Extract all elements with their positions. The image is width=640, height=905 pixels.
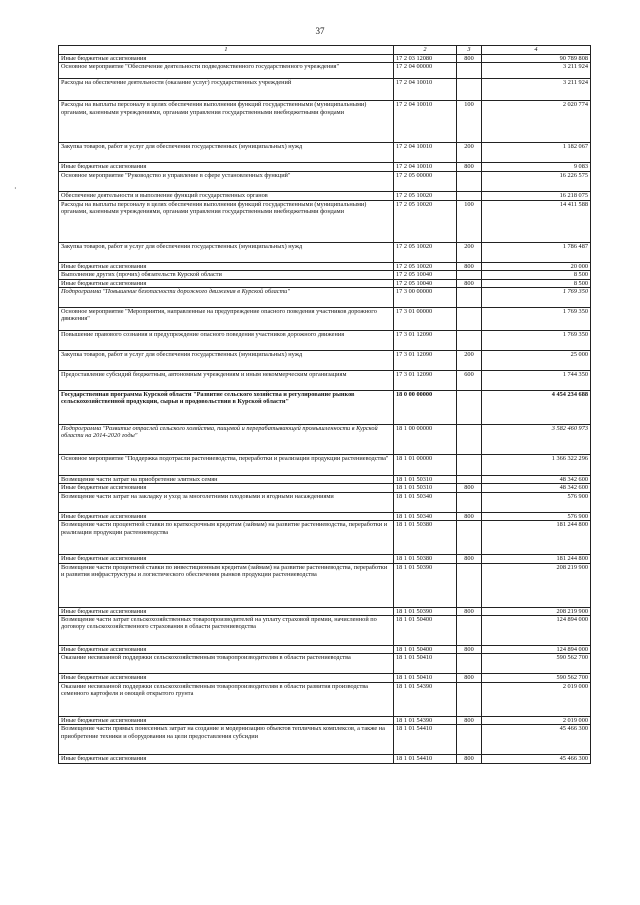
row-code-cell: 17 3 01 12090 [394, 351, 457, 371]
row-vr-cell [457, 331, 482, 351]
row-vr-cell: 200 [457, 351, 482, 371]
row-name-cell: Иные бюджетные ассигнования [59, 607, 394, 615]
row-vr-cell: 800 [457, 716, 482, 724]
table-row [59, 351, 591, 371]
row-name-cell: Иные бюджетные ассигнования [59, 716, 394, 724]
table-row [59, 674, 591, 682]
table-row [59, 646, 591, 654]
row-name-cell: Иные бюджетные ассигнования [59, 55, 394, 63]
table-row [59, 607, 591, 615]
row-sum-cell: 1 366 322 296 [482, 455, 591, 476]
row-name-cell: Подпрограмма "Развитие отраслей сельского хозяйства, пищевой и перерабатывающей промышленности в Курской области на 2014-2020 годы" [59, 425, 394, 455]
row-code-cell: 17 2 05 10040 [394, 279, 457, 287]
row-sum-cell: 1 182 067 [482, 143, 591, 163]
row-sum-cell: 16 218 075 [482, 191, 591, 200]
row-sum-cell: 576 900 [482, 512, 591, 520]
table-row [59, 682, 591, 716]
row-vr-cell: 800 [457, 607, 482, 615]
table-row [59, 163, 591, 171]
row-code-cell: 18 1 01 54390 [394, 682, 457, 716]
row-vr-cell [457, 391, 482, 425]
row-vr-cell [457, 455, 482, 476]
row-vr-cell: 600 [457, 371, 482, 391]
row-code-cell: 18 1 01 50340 [394, 492, 457, 512]
row-name-cell: Расходы на обеспечение деятельности (оказание услуг) государственных учреждений [59, 79, 394, 101]
row-sum-cell: 2 019 000 [482, 682, 591, 716]
row-name-cell: Выполнение других (прочих) обязательств Курской области [59, 271, 394, 279]
row-vr-cell [457, 682, 482, 716]
row-sum-cell: 208 219 900 [482, 607, 591, 615]
row-sum-cell: 20 000 [482, 262, 591, 270]
row-sum-cell: 1 786 487 [482, 242, 591, 262]
row-name-cell: Закупка товаров, работ и услуг для обеспечения государственных (муниципальных) нужд [59, 143, 394, 163]
row-name-cell: Иные бюджетные ассигнования [59, 163, 394, 171]
row-name-cell: Оказание несвязанной поддержки сельскохозяйственным товаропроизводителям в области растениеводства [59, 654, 394, 674]
row-name-cell: Иные бюджетные ассигнования [59, 755, 394, 763]
margin-dot: · [14, 184, 17, 193]
row-code-cell: 18 1 01 50340 [394, 512, 457, 520]
row-vr-cell: 800 [457, 279, 482, 287]
row-name-cell: Закупка товаров, работ и услуг для обеспечения государственных (муниципальных) нужд [59, 242, 394, 262]
row-name-cell: Закупка товаров, работ и услуг для обеспечения государственных (муниципальных) нужд [59, 351, 394, 371]
row-sum-cell: 124 894 000 [482, 616, 591, 646]
row-code-cell: 18 1 01 50410 [394, 674, 457, 682]
row-name-cell: Государственная программа Курской области "Развитие сельского хозяйства и регулирование рынков сельскохозяйственной продукции, сырья и продовольствия в Курской области" [59, 391, 394, 425]
table-row [59, 191, 591, 200]
header-col-4: 4 [482, 46, 591, 55]
row-code-cell: 17 2 04 10010 [394, 101, 457, 143]
row-code-cell: 18 1 01 00000 [394, 455, 457, 476]
row-vr-cell [457, 616, 482, 646]
row-sum-cell: 48 342 600 [482, 476, 591, 484]
row-name-cell: Оказание несвязанной поддержки сельскохозяйственным товаропроизводителям в области развития производства семенного картофеля и овощей открытого грунта [59, 682, 394, 716]
budget-table [58, 45, 591, 764]
row-code-cell: 17 2 05 10020 [394, 262, 457, 270]
row-code-cell: 17 2 04 00000 [394, 63, 457, 79]
row-code-cell: 18 1 01 50380 [394, 521, 457, 555]
row-vr-cell: 100 [457, 101, 482, 143]
row-vr-cell: 800 [457, 674, 482, 682]
row-sum-cell: 2 020 774 [482, 101, 591, 143]
row-vr-cell: 800 [457, 55, 482, 63]
row-name-cell: Иные бюджетные ассигнования [59, 674, 394, 682]
row-vr-cell [457, 171, 482, 191]
row-code-cell: 18 1 01 50380 [394, 555, 457, 563]
row-code-cell: 17 3 01 12090 [394, 331, 457, 351]
row-code-cell: 18 1 01 54410 [394, 725, 457, 755]
row-vr-cell [457, 563, 482, 607]
row-sum-cell: 8 500 [482, 271, 591, 279]
table-row [59, 242, 591, 262]
row-sum-cell: 1 769 350 [482, 308, 591, 331]
table-row [59, 555, 591, 563]
row-name-cell: Возмещение части затрат сельскохозяйственных товаропроизводителей на уплату страховой премии, начисленной по договору сельскохозяйственного страхования в области растениеводства [59, 616, 394, 646]
row-vr-cell: 800 [457, 555, 482, 563]
row-name-cell: Предоставление субсидий бюджетным, автономным учреждениям и иным некоммерческим организациям [59, 371, 394, 391]
row-name-cell: Возмещение части прямых понесенных затрат на создание и модернизацию объектов тепличных комплексов, а также на приобретение техники и оборудования на цели предоставления субсидии [59, 725, 394, 755]
row-code-cell: 17 2 05 10020 [394, 191, 457, 200]
row-name-cell: Возмещение части процентной ставки по краткосрочным кредитам (займам) на развитие растениеводства, переработки и реализации продукции растениеводства [59, 521, 394, 555]
row-vr-cell [457, 492, 482, 512]
row-sum-cell: 4 454 234 688 [482, 391, 591, 425]
row-name-cell: Иные бюджетные ассигнования [59, 646, 394, 654]
row-vr-cell: 800 [457, 512, 482, 520]
row-vr-cell: 200 [457, 242, 482, 262]
row-sum-cell: 181 244 800 [482, 521, 591, 555]
row-vr-cell: 800 [457, 484, 482, 492]
row-vr-cell: 800 [457, 646, 482, 654]
table-row [59, 563, 591, 607]
table-row [59, 476, 591, 484]
row-vr-cell [457, 271, 482, 279]
row-sum-cell: 3 582 460 973 [482, 425, 591, 455]
row-sum-cell: 8 500 [482, 279, 591, 287]
row-code-cell: 17 2 05 00000 [394, 171, 457, 191]
row-vr-cell: 800 [457, 163, 482, 171]
row-name-cell: Обеспечение деятельности и выполнение функций государственных органов [59, 191, 394, 200]
row-code-cell: 18 1 01 50310 [394, 476, 457, 484]
row-code-cell: 18 1 01 54410 [394, 755, 457, 763]
table-row [59, 716, 591, 724]
row-name-cell: Расходы на выплаты персоналу в целях обеспечения выполнения функций государственными (муниципальными) органами, казенными учреждениями, органами управления государственными внебюджетными фондами [59, 101, 394, 143]
table-row [59, 371, 591, 391]
row-name-cell: Основное мероприятие "Обеспечение деятельности подведомственного государственного учреждения" [59, 63, 394, 79]
header-col-2: 2 [394, 46, 457, 55]
table-row [59, 79, 591, 101]
row-vr-cell: 800 [457, 262, 482, 270]
row-sum-cell: 124 894 000 [482, 646, 591, 654]
row-vr-cell [457, 191, 482, 200]
row-code-cell: 17 2 03 12080 [394, 55, 457, 63]
row-name-cell: Расходы на выплаты персоналу в целях обеспечения выполнения функций государственными (муниципальными) органами, казенными учреждениями, органами управления государственными внебюджетными фондами [59, 200, 394, 242]
row-vr-cell [457, 63, 482, 79]
row-name-cell: Основное мероприятие "Руководство и управление в сфере установленных функций" [59, 171, 394, 191]
row-code-cell: 17 3 01 00000 [394, 308, 457, 331]
row-name-cell: Иные бюджетные ассигнования [59, 484, 394, 492]
row-sum-cell: 48 342 600 [482, 484, 591, 492]
row-sum-cell: 1 769 350 [482, 288, 591, 308]
table-header-row [59, 46, 591, 55]
table-row [59, 512, 591, 520]
row-sum-cell: 45 466 300 [482, 755, 591, 763]
row-vr-cell: 200 [457, 143, 482, 163]
row-code-cell: 18 1 01 50390 [394, 607, 457, 615]
header-col-1: 1 [59, 46, 394, 55]
row-code-cell: 18 1 00 00000 [394, 425, 457, 455]
row-name-cell: Иные бюджетные ассигнования [59, 279, 394, 287]
row-name-cell: Возмещение части затрат на приобретение элитных семян [59, 476, 394, 484]
row-sum-cell: 1 769 350 [482, 331, 591, 351]
row-code-cell: 18 1 01 50310 [394, 484, 457, 492]
row-code-cell: 18 1 01 50400 [394, 646, 457, 654]
row-name-cell: Основное мероприятие "Мероприятия, направленные на предупреждение опасного поведения участников дорожного движения" [59, 308, 394, 331]
row-sum-cell: 3 211 924 [482, 79, 591, 101]
row-vr-cell [457, 654, 482, 674]
row-vr-cell [457, 79, 482, 101]
row-vr-cell [457, 521, 482, 555]
row-sum-cell: 208 219 900 [482, 563, 591, 607]
row-code-cell: 18 0 00 00000 [394, 391, 457, 425]
table-row [59, 616, 591, 646]
table-row [59, 484, 591, 492]
page-number: 37 [315, 26, 325, 36]
table-row [59, 143, 591, 163]
row-name-cell: Основное мероприятие "Поддержка подотрасли растениеводства, переработки и реализации продукции растениеводства" [59, 455, 394, 476]
table-row [59, 455, 591, 476]
row-code-cell: 17 2 05 10020 [394, 242, 457, 262]
header-col-3: 3 [457, 46, 482, 55]
row-code-cell: 17 3 01 12090 [394, 371, 457, 391]
row-sum-cell: 590 562 700 [482, 674, 591, 682]
row-vr-cell [457, 725, 482, 755]
row-vr-cell [457, 308, 482, 331]
row-vr-cell: 100 [457, 200, 482, 242]
row-sum-cell: 25 000 [482, 351, 591, 371]
row-name-cell: Подпрограмма "Повышение безопасности дорожного движения в Курской области" [59, 288, 394, 308]
table-row [59, 200, 591, 242]
row-name-cell: Возмещение части процентной ставки по инвестиционным кредитам (займам) на развитие растениеводства, переработки и развития инфраструктуры и логистического обеспечения рынков продукции растениеводства [59, 563, 394, 607]
row-code-cell: 18 1 01 50410 [394, 654, 457, 674]
row-code-cell: 18 1 01 54390 [394, 716, 457, 724]
table-row [59, 521, 591, 555]
table-row [59, 171, 591, 191]
row-name-cell: Повышение правового сознания и предупреждение опасного поведения участников дорожного движения [59, 331, 394, 351]
table-row [59, 279, 591, 287]
row-code-cell: 17 2 04 10010 [394, 143, 457, 163]
table-row [59, 755, 591, 763]
row-sum-cell: 2 019 000 [482, 716, 591, 724]
table-row [59, 425, 591, 455]
row-sum-cell: 3 211 924 [482, 63, 591, 79]
table-row [59, 271, 591, 279]
table-row [59, 63, 591, 79]
row-code-cell: 17 3 00 00000 [394, 288, 457, 308]
row-name-cell: Иные бюджетные ассигнования [59, 512, 394, 520]
row-code-cell: 17 2 05 10020 [394, 200, 457, 242]
table-row [59, 55, 591, 63]
table-row [59, 492, 591, 512]
row-code-cell: 18 1 01 50400 [394, 616, 457, 646]
table-row [59, 308, 591, 331]
row-sum-cell: 16 226 575 [482, 171, 591, 191]
row-sum-cell: 576 900 [482, 492, 591, 512]
row-vr-cell: 800 [457, 755, 482, 763]
row-sum-cell: 1 744 350 [482, 371, 591, 391]
row-sum-cell: 590 562 700 [482, 654, 591, 674]
row-vr-cell [457, 288, 482, 308]
row-sum-cell: 14 411 588 [482, 200, 591, 242]
table-row [59, 654, 591, 674]
table-row [59, 101, 591, 143]
row-sum-cell: 181 244 800 [482, 555, 591, 563]
row-name-cell: Иные бюджетные ассигнования [59, 262, 394, 270]
row-name-cell: Возмещение части затрат на закладку и уход за многолетними плодовыми и ягодными насаждениями [59, 492, 394, 512]
table-row [59, 331, 591, 351]
row-name-cell: Иные бюджетные ассигнования [59, 555, 394, 563]
table-row [59, 288, 591, 308]
row-code-cell: 17 2 04 10010 [394, 79, 457, 101]
row-code-cell: 17 2 04 10010 [394, 163, 457, 171]
row-sum-cell: 45 466 300 [482, 725, 591, 755]
row-sum-cell: 90 789 808 [482, 55, 591, 63]
row-vr-cell [457, 425, 482, 455]
table-row [59, 262, 591, 270]
row-code-cell: 18 1 01 50390 [394, 563, 457, 607]
row-code-cell: 17 2 05 10040 [394, 271, 457, 279]
row-sum-cell: 9 083 [482, 163, 591, 171]
budget-table-body [59, 46, 591, 764]
row-vr-cell [457, 476, 482, 484]
table-row [59, 725, 591, 755]
table-row [59, 391, 591, 425]
